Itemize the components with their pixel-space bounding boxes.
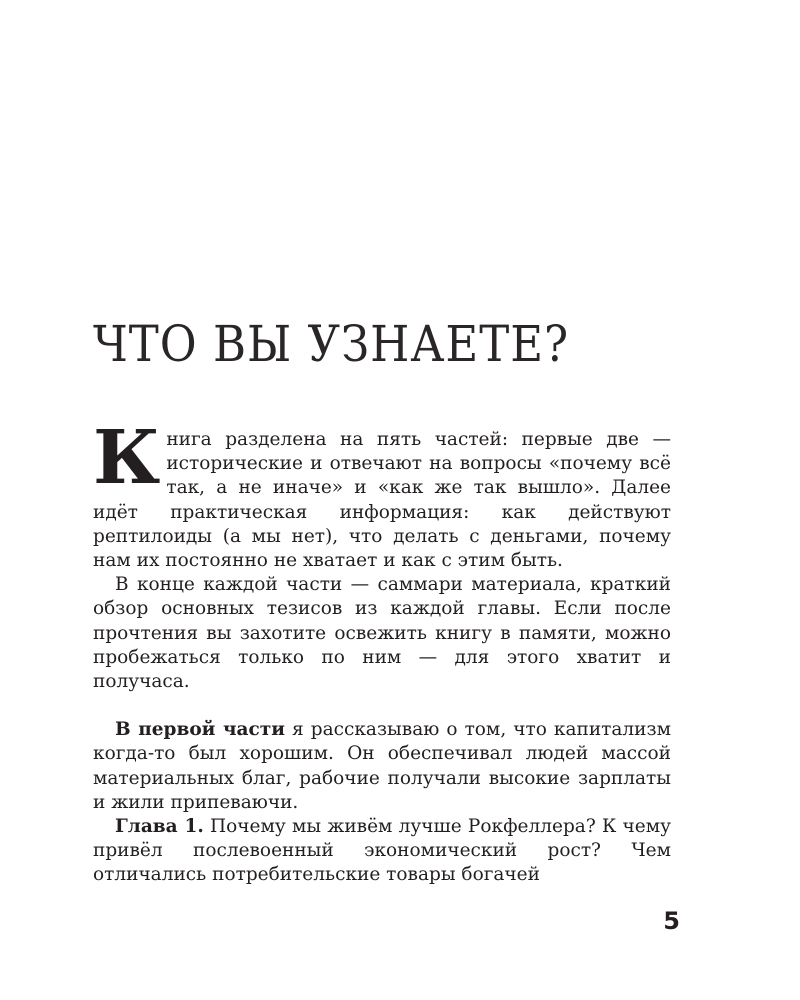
summary-paragraph: В конце каждой части — саммари материала, краткий обзор основных тезисов из каждой главы. Если после прочтения вы захотите освежить книгу в памяти, можно пробежаться только по ним — для этого хватит и получаса.: [93, 574, 671, 693]
chapter-title: ЧТО ВЫ УЗНАЕТЕ?: [93, 315, 570, 373]
part-one-paragraph: [93, 718, 671, 815]
drop-cap: К: [93, 415, 161, 501]
part-one-lead: В первой части: [115, 719, 285, 741]
intro-paragraph-text: нига разделена на пять частей: первые две — исторические и отвечают на вопросы «почему всё так, а не иначе» и «как же так вышло». Далее идёт практическая информация: как действуют рептилоиды (а мы нет), что делать с деньгами, почему нам их постоянно не хватает и как с этим быть.: [93, 429, 671, 572]
part-one-text: я рассказываю о том, что капитализм когда-то был хорошим. Он обеспечивал людей массой материальных благ, рабочие получали высокие зарплаты и жили припеваючи.: [93, 719, 671, 813]
intro-paragraph: [93, 415, 671, 573]
body-text: [93, 415, 671, 888]
chapter-one-lead: Глава 1.: [115, 816, 204, 838]
chapter-one-paragraph: [93, 815, 671, 888]
chapter-one-text: Почему мы живём лучше Рокфеллера? К чему привёл послевоенный экономический рост? Чем отличались потребительские товары богачей: [93, 816, 671, 886]
page-number: 5: [663, 907, 680, 935]
